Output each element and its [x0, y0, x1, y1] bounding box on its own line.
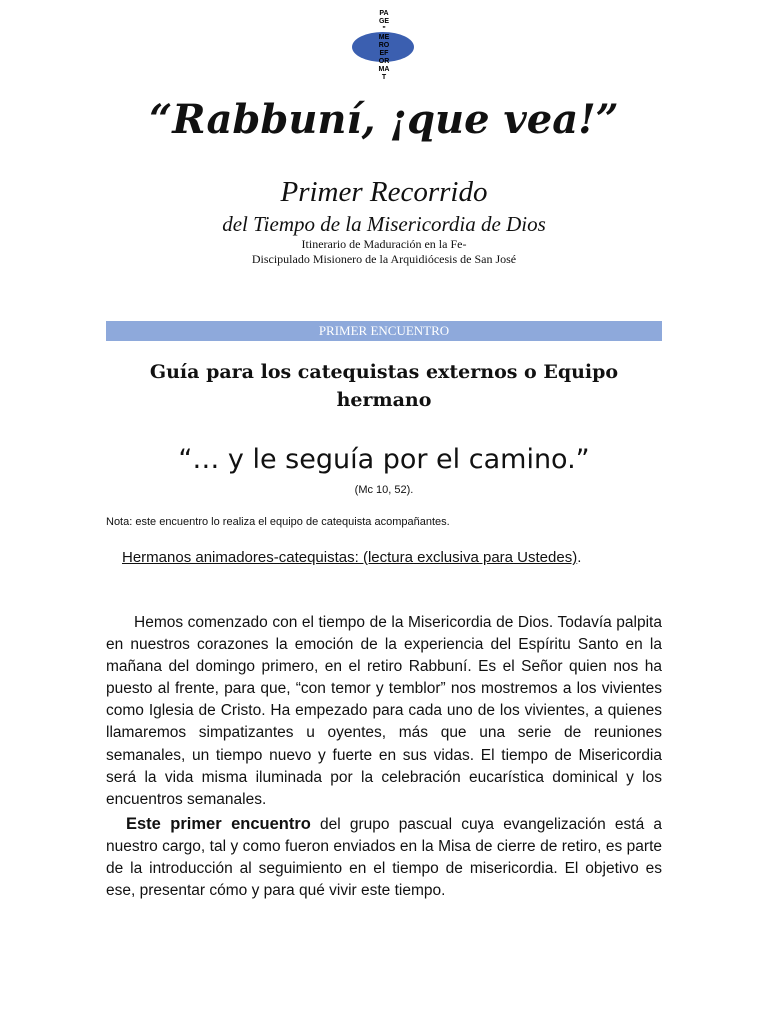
document-title: “Rabbuní, ¡que vea!”	[149, 96, 619, 143]
body-paragraph-2	[106, 813, 662, 902]
itinerary-line-1: Itinerario de Maduración en la Fe-	[301, 237, 467, 251]
subtitle-main: Primer Recorrido	[280, 176, 488, 208]
marker-text: PA GE " ME RO EF OR MA T	[378, 10, 390, 81]
page-format-marker	[352, 10, 416, 82]
scripture-quote: “… y le seguía por el camino.”	[178, 444, 590, 475]
encounter-banner: PRIMER ENCUENTRO	[106, 321, 662, 341]
paragraph-2-rest: del grupo pascual cuya evangelización está a nuestro cargo, tal y como fueron enviados en la Misa de cierre de retiro, es parte de la introducción al seguimiento en el tiempo de misericordia. El objetivo es ese, presentar cómo y para qué vivir este tiempo.	[106, 816, 662, 900]
animators-period: .	[577, 549, 582, 566]
itinerary-line-2: Discipulado Misionero de la Arquidiócesis de San José	[251, 252, 517, 266]
animators-heading: Hermanos animadores-catequistas: (lectura exclusiva para Ustedes)	[122, 549, 578, 566]
animators-line	[122, 547, 682, 569]
note-text: Nota: este encuentro lo realiza el equipo de catequista acompañantes.	[106, 516, 450, 528]
itinerary-lines	[0, 237, 768, 267]
subtitle-secondary: del Tiempo de la Misericordia de Dios	[222, 212, 546, 236]
body-paragraph-1: Hemos comenzado con el tiempo de la Misericordia de Dios. Todavía palpita en nuestros corazones la emoción de la experiencia del Espíritu Santo en la mañana del domingo primero, en el retiro Rabbuní. Es el Señor quien nos ha puesto al frente, para que, “con temor y temblor” nos mostremos a los vivientes como Iglesia de Cristo. Ha empezado para cada uno de los vivientes, a quienes llamaremos simpatizantes u oyentes, más que una serie de reuniones semanales, un tiempo nuevo y fuerte en sus vidas. El tiempo de Misericordia será la vida misma iluminada por la celebración eucarística dominical y los encuentros semanales.	[106, 614, 662, 808]
guide-heading: Guía para los catequistas externos o Equipo hermano	[149, 361, 619, 411]
scripture-reference: (Mc 10, 52).	[354, 484, 414, 496]
paragraph-2-lead: Este primer encuentro	[126, 815, 311, 833]
